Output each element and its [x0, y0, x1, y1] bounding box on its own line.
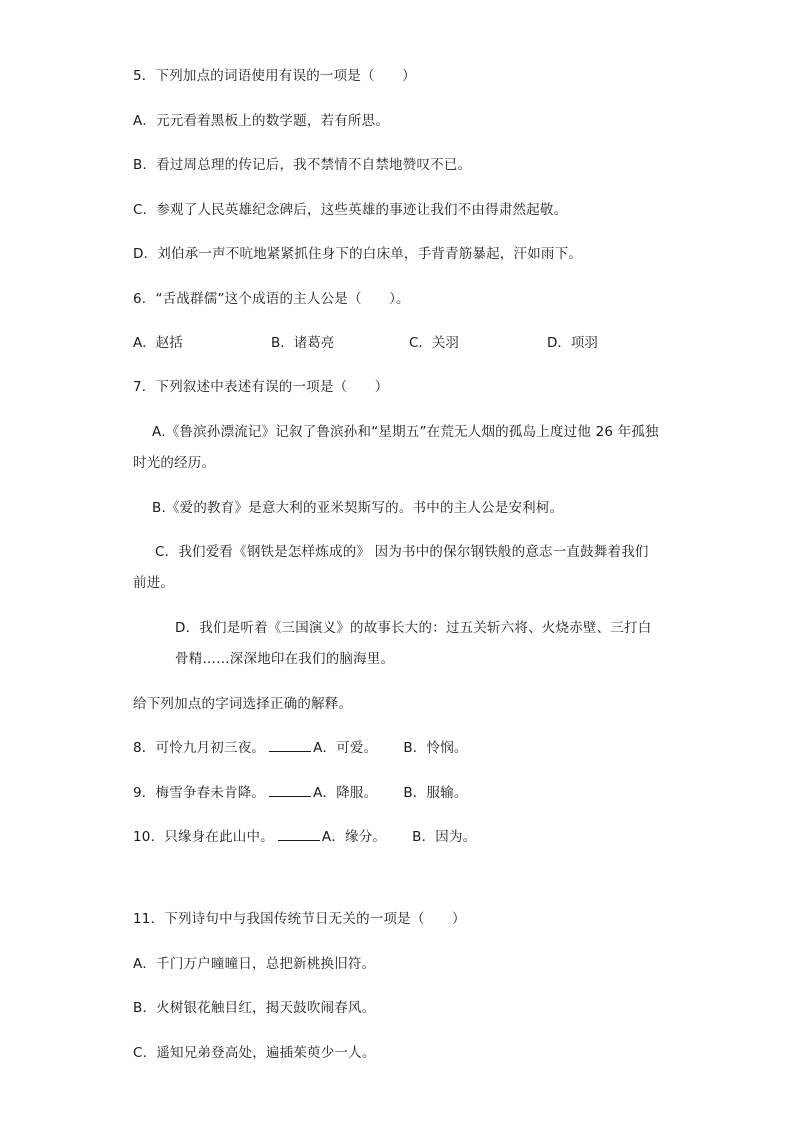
question-5-stem: 5．下列加点的词语使用有误的一项是（ ） — [133, 68, 416, 84]
section-instruction: 给下列加点的字词选择正确的解释。 — [133, 696, 353, 712]
question-11-option-a: A．千门万户曈曈日，总把新桃换旧符。 — [133, 956, 376, 972]
question-10-option-a: A．缘分。 — [321, 829, 387, 845]
question-8-stem: 8．可怜九月初三夜。 — [133, 740, 266, 756]
question-11-option-c: C．遥知兄弟登高处，遍插茱萸少一人。 — [133, 1045, 376, 1061]
answer-blank[interactable] — [269, 739, 311, 752]
question-8-option-b: B．怜悯。 — [403, 740, 468, 756]
question-7-option-d-line2: 骨精……深深地印在我们的脑海里。 — [175, 651, 395, 667]
question-7-option-c-line2: 前进。 — [133, 575, 175, 591]
question-6-option-a: A．赵括 — [133, 335, 183, 351]
question-10-option-b: B．因为。 — [412, 829, 477, 845]
question-11-stem: 11．下列诗句中与我国传统节日无关的一项是（ ） — [133, 911, 466, 927]
question-6-option-c: C．关羽 — [409, 335, 459, 351]
question-9-stem: 9．梅雪争春未肯降。 — [133, 785, 266, 801]
question-5-option-b: B．看过周总理的传记后，我不禁情不自禁地赞叹不已。 — [133, 157, 472, 173]
question-10 — [133, 827, 476, 847]
question-6-option-d: D．项羽 — [547, 335, 598, 351]
question-7-option-d-line1: D．我们是听着《三国演义》的故事长大的：过五关斩六将、火烧赤壁、三打白 — [175, 620, 652, 636]
answer-blank[interactable] — [278, 828, 320, 841]
question-9-option-a: A．降服。 — [313, 785, 378, 801]
question-11-option-b: B．火树银花触目红，揭天鼓吹闹春风。 — [133, 1000, 376, 1016]
answer-blank[interactable] — [269, 784, 311, 797]
question-8 — [133, 738, 468, 758]
question-9-option-b: B．服输。 — [403, 785, 468, 801]
question-9 — [133, 783, 468, 803]
question-7-option-a-line2: 时光的经历。 — [133, 455, 216, 471]
question-6-stem: 6．“舌战群儒”这个成语的主人公是（ ）。 — [133, 291, 410, 307]
question-7-option-a-line1: A.《鲁滨孙漂流记》记叙了鲁滨孙和“星期五”在荒无人烟的孤岛上度过他 26 年孤独 — [152, 424, 659, 440]
question-5-option-d: D．刘伯承一声不吭地紧紧抓住身下的白床单，手背青筋暴起，汗如雨下。 — [133, 246, 582, 262]
question-5-option-a: A．元元看着黑板上的数学题，若有所思。 — [133, 113, 390, 129]
question-7-option-b: B.《爱的教育》是意大利的亚米契斯写的。书中的主人公是安利柯。 — [152, 500, 564, 516]
question-7-stem: 7．下列叙述中表述有误的一项是（ ） — [133, 379, 389, 395]
question-7-option-c-line1: C．我们爱看《钢铁是怎样炼成的》 因为书中的保尔钢铁般的意志一直鼓舞着我们 — [155, 544, 649, 560]
question-5-option-c: C．参观了人民英雄纪念碑后，这些英雄的事迹让我们不由得肃然起敬。 — [133, 202, 568, 218]
question-8-option-a: A．可爱。 — [313, 740, 378, 756]
question-10-stem: 10．只缘身在此山中。 — [133, 829, 274, 845]
question-6-option-b: B．诸葛亮 — [271, 335, 335, 351]
